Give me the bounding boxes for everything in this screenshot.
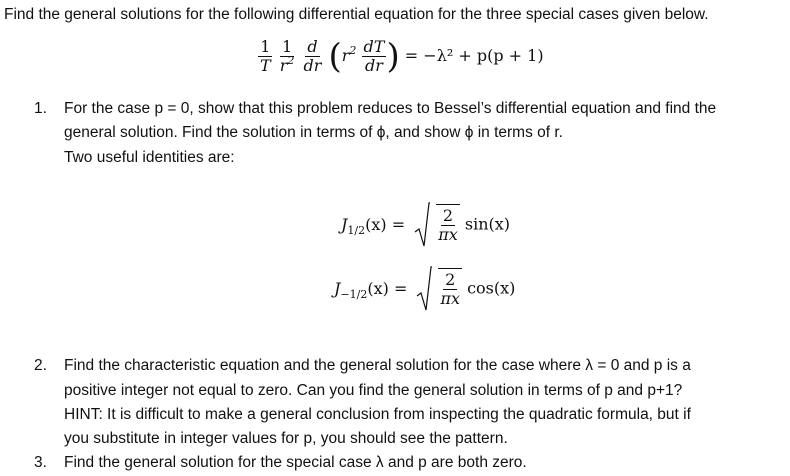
frac-1-over-T: $\frac{1}{T}$ [260,37,271,75]
frac-1-over-r2: $\frac{1}{r^2}$ [279,37,295,75]
item-2-line-3: HINT: It is difficult to make a general conclusion from inspecting the quadratic formula, but if [64,406,691,423]
sqrt-2-over-pix-1: $\frac{2}{\pi x}$ [414,204,460,244]
item-1-number: 1. [34,100,47,117]
identity-j-half: $J_{1/2}(x)$ = $\frac{2}{\pi x}$ sin(x) [341,204,510,244]
item-3-line-1: Find the general solution for the special case λ and p are both zero. [64,454,527,471]
frac-dT-over-dr: $\frac{dT}{dr}$ [363,37,385,75]
intro-text: Find the general solutions for the following differential equation for the three special cases given below. [4,6,709,23]
item-2-line-1: Find the characteristic equation and the general solution for the case where λ = 0 and p is a [64,357,691,374]
sqrt-sign-2 [416,266,432,312]
main-equation: $\frac{1}{T}$ $\frac{1}{r^2}$ $\frac{d}{dr}$ ($r^2$ $\frac{dT}{dr}$ ) = −λ² + p(p + 1) [260,36,544,77]
item-2-line-2: positive integer not equal to zero. Can you find the general solution in terms of p and p+1? [64,382,683,399]
item-1-line-1: For the case p = 0, show that this problem reduces to Bessel’s differential equation and find the [64,100,717,117]
sqrt-2-over-pix-2: $\frac{2}{\pi x}$ [416,268,462,308]
sqrt-sign-1 [414,202,430,248]
item-2-line-4: you substitute in integer values for p, you should see the pattern. [64,430,508,447]
item-1-line-2: general solution. Find the solution in terms of ϕ, and show ϕ in terms of r. [64,124,563,141]
item-3-number: 3. [34,454,47,471]
item-2-number: 2. [34,357,47,374]
equation-rhs: = −λ² + p(p + 1) [404,46,544,65]
item-1-line-3: Two useful identities are: [64,149,235,166]
frac-d-over-dr: $\frac{d}{dr}$ [303,37,322,75]
left-paren: ( [328,36,342,77]
identity-j-neg-half: $J_{-1/2}(x)$ = $\frac{2}{\pi x}$ cos(x) [334,268,515,308]
right-paren: ) [386,36,400,77]
